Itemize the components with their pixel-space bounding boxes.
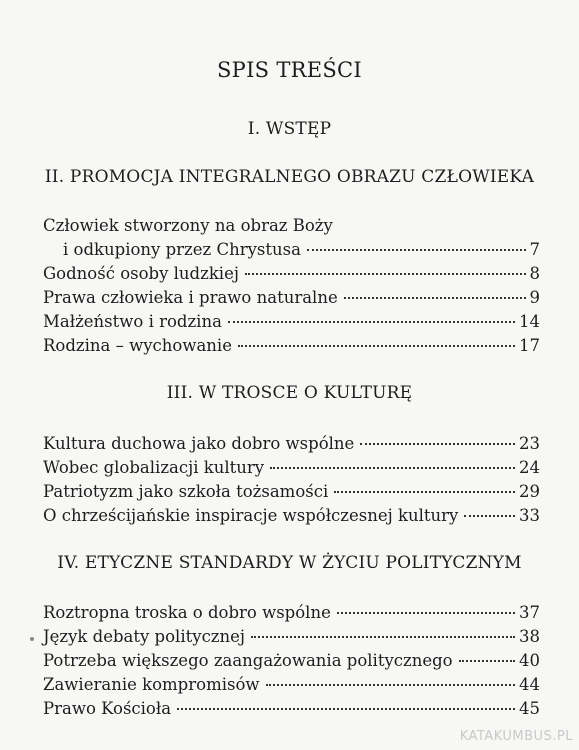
toc-page-number: 7 [529,240,540,259]
page-title: SPIS TREŚCI [216,58,363,82]
toc-entry-title: Godność osoby ludzkiej [43,264,239,283]
toc-page-number: 29 [519,482,540,501]
toc-entry[interactable] [43,286,540,310]
section-heading-2: II. PROMOCJA INTEGRALNEGO OBRAZU CZŁOWIEKA [44,167,535,187]
toc-entry-title: Kultura duchowa jako dobro wspólne [43,434,355,453]
dot-leader [228,321,515,323]
dot-leader [177,708,515,710]
toc-entry[interactable] [43,214,540,262]
toc-entry[interactable] [43,432,540,456]
toc-page-number: 17 [519,336,540,355]
dot-leader [360,443,515,445]
toc-entry-title: Zawieranie kompromisów [43,675,260,694]
toc-entry[interactable] [43,673,540,697]
toc-entry[interactable] [43,601,540,625]
toc-entry[interactable] [43,625,540,649]
toc-entry[interactable] [43,697,540,721]
dot-leader [459,660,515,662]
toc-entry[interactable] [43,262,540,286]
dot-leader [344,297,526,299]
toc-entry-title: Prawo Kościoła [43,699,172,718]
watermark: KATAKUMBUS.PL [459,729,573,744]
toc-entry-title: Małżeństwo i rodzina [43,312,222,331]
dot-leader [238,345,515,347]
toc-list-section-3 [43,432,540,528]
toc-list-section-2 [43,214,540,358]
section-heading-3: III. W TROSCE O KULTURĘ [166,383,413,403]
toc-entry-title-line2: i odkupiony przez Chrystusa [63,240,301,259]
dot-leader [266,684,515,686]
section-heading-1: I. WSTĘP [247,119,332,139]
toc-page-number: 45 [519,699,540,718]
dot-leader [334,491,515,493]
toc-entry[interactable] [43,480,540,504]
dot-leader [307,249,526,251]
toc-entry[interactable] [43,504,540,528]
toc-entry-title-line1: Człowiek stworzony na obraz Boży [43,216,333,235]
toc-entry-title: Patriotyzm jako szkoła tożsamości [43,482,329,501]
toc-entry-title: Wobec globalizacji kultury [43,458,265,477]
toc-entry-title: Język debaty politycznej [43,627,246,646]
toc-entry-title: O chrześcijańskie inspiracje współczesnej kultury [43,506,459,525]
toc-page-number: 44 [519,675,540,694]
dot-leader [270,467,515,469]
toc-list-section-4 [43,601,540,721]
toc-entry-title: Potrzeba większego zaangażowania politycznego [43,651,453,670]
toc-entry[interactable] [43,334,540,358]
toc-entry[interactable] [43,310,540,334]
toc-page-number: 9 [529,288,540,307]
toc-page-number: 38 [519,627,540,646]
toc-page-number: 24 [519,458,540,477]
dot-leader [245,273,526,275]
toc-entry-title: Prawa człowieka i prawo naturalne [43,288,338,307]
toc-page-number: 23 [519,434,540,453]
toc-page-number: 14 [519,312,540,331]
section-heading-4: IV. ETYCZNE STANDARDY W ŻYCIU POLITYCZNYM [57,553,522,573]
dot-leader [464,515,515,517]
toc-page-number: 33 [519,506,540,525]
scan-speck [30,637,34,641]
toc-page-number: 8 [529,264,540,283]
toc-entry[interactable] [43,456,540,480]
toc-entry[interactable] [43,649,540,673]
toc-page-number: 40 [519,651,540,670]
toc-page-number: 37 [519,603,540,622]
toc-entry-title: Rodzina – wychowanie [43,336,232,355]
dot-leader [251,636,515,638]
dot-leader [337,612,515,614]
toc-entry-title: Roztropna troska o dobro wspólne [43,603,331,622]
